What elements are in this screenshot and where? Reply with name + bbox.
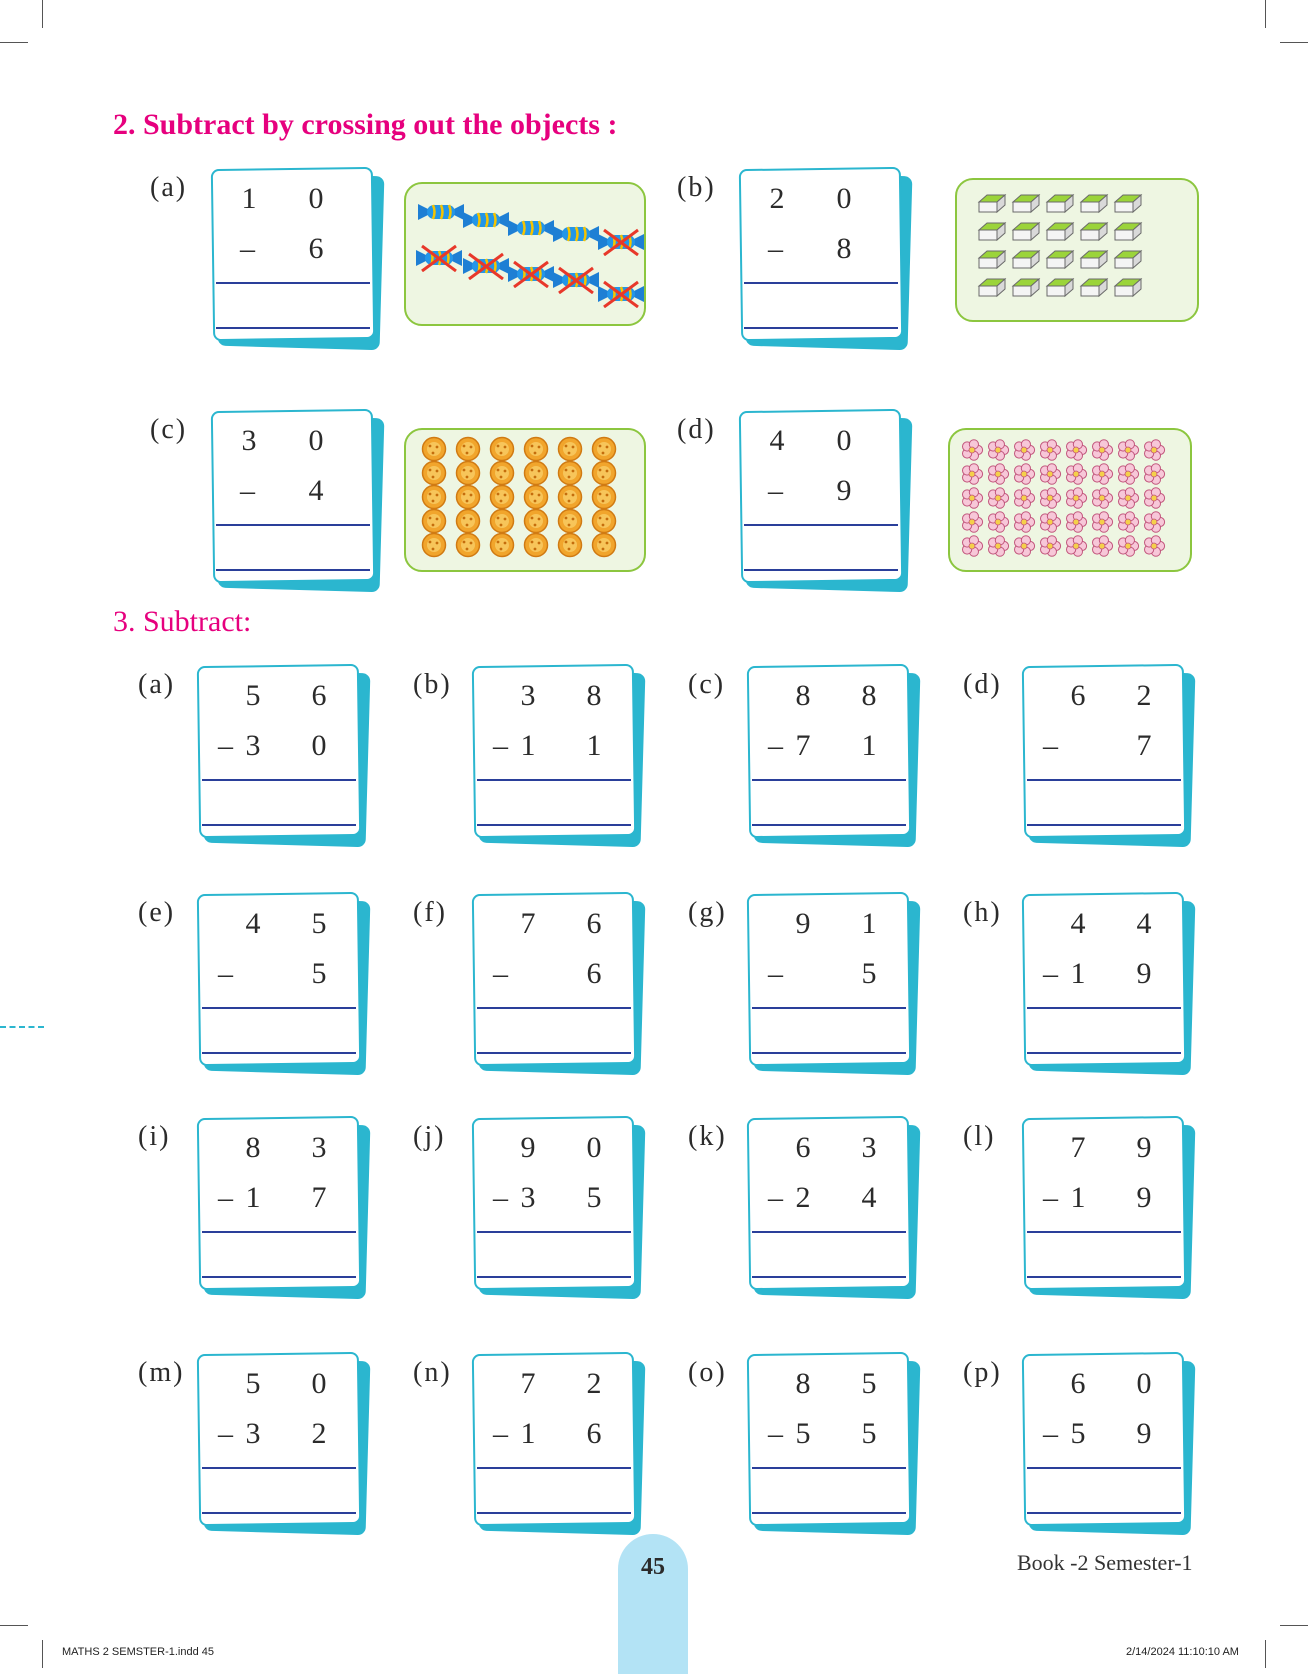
problem-label: (o) — [688, 1357, 727, 1388]
candy-icon — [461, 206, 511, 234]
biscuit-icon — [557, 436, 583, 462]
candy-icon — [414, 244, 464, 272]
flower-icon — [1090, 510, 1114, 534]
biscuit-icon — [455, 508, 481, 534]
tens-digit: 5 — [245, 1367, 261, 1400]
eraser-icon — [1113, 220, 1143, 242]
subtrahend-ones-digit: 7 — [311, 1181, 327, 1214]
flower-icon — [960, 534, 984, 558]
problem-label: (a) — [138, 669, 176, 700]
flower-icon — [1064, 486, 1088, 510]
flower-icon — [1038, 534, 1062, 558]
flower-icon — [986, 534, 1010, 558]
tens-digit: 9 — [795, 907, 811, 940]
ones-digit: 0 — [308, 182, 324, 215]
problem-label: (d) — [677, 414, 716, 445]
picture-box-2 — [955, 178, 1199, 322]
biscuit-icon — [591, 460, 617, 486]
answer-rule — [752, 1276, 906, 1278]
eraser-icon — [1045, 248, 1075, 270]
problem-label: (m) — [138, 1357, 185, 1388]
subtraction-card — [473, 665, 635, 837]
biscuit-icon — [591, 436, 617, 462]
eraser-icon — [1113, 248, 1143, 270]
minus-sign: – — [240, 232, 255, 265]
candy-icon — [506, 214, 556, 242]
problem-label: (g) — [688, 897, 727, 928]
flower-icon — [960, 438, 984, 462]
biscuit-icon — [523, 532, 549, 558]
biscuit-icon — [523, 484, 549, 510]
biscuit-icon — [489, 532, 515, 558]
problem-label: (c) — [150, 414, 188, 445]
biscuit-icon — [421, 532, 447, 558]
answer-rule — [216, 569, 370, 571]
crop-mark — [0, 42, 28, 43]
eraser-icon — [1113, 276, 1143, 298]
tens-digit: 3 — [520, 679, 536, 712]
crop-mark — [42, 1640, 43, 1668]
answer-rule — [477, 1276, 631, 1278]
eraser-icon — [1113, 192, 1143, 214]
minus-sign: – — [1043, 1417, 1058, 1450]
biscuit-icon — [489, 508, 515, 534]
biscuit-icon — [455, 532, 481, 558]
tens-digit: 7 — [520, 907, 536, 940]
problem-label: (a) — [150, 172, 188, 203]
answer-rule — [1027, 1512, 1181, 1514]
answer-rule — [202, 1467, 356, 1469]
ones-digit: 3 — [861, 1131, 877, 1164]
biscuit-icon — [557, 532, 583, 558]
answer-rule — [752, 1007, 906, 1009]
tens-digit: 8 — [795, 1367, 811, 1400]
subtraction-card — [473, 893, 635, 1065]
subtraction-card — [748, 1353, 910, 1525]
minus-sign: – — [493, 957, 508, 990]
answer-rule — [477, 1052, 631, 1054]
eraser-icon — [1011, 248, 1041, 270]
tens-digit: 6 — [1070, 1367, 1086, 1400]
subtrahend-ones-digit: 5 — [861, 957, 877, 990]
subtrahend-ones-digit: 4 — [861, 1181, 877, 1214]
answer-rule — [216, 327, 370, 329]
timestamp: 2/14/2024 11:10:10 AM — [1126, 1646, 1239, 1658]
answer-rule — [752, 1052, 906, 1054]
eraser-icon — [977, 220, 1007, 242]
subtrahend-ones-digit: 7 — [1136, 729, 1152, 762]
ones-digit: 0 — [1136, 1367, 1152, 1400]
answer-rule — [477, 824, 631, 826]
problem-label: (f) — [413, 897, 447, 928]
minus-sign: – — [493, 1417, 508, 1450]
subtrahend-ones-digit: 9 — [1136, 957, 1152, 990]
problem-label: (e) — [138, 897, 176, 928]
biscuit-icon — [557, 508, 583, 534]
flower-icon — [1090, 486, 1114, 510]
answer-rule — [477, 1467, 631, 1469]
flower-icon — [1142, 438, 1166, 462]
ones-digit: 0 — [836, 182, 852, 215]
flower-icon — [986, 486, 1010, 510]
flower-icon — [1064, 534, 1088, 558]
biscuit-icon — [421, 460, 447, 486]
ones-digit: 0 — [311, 1367, 327, 1400]
candy-icon — [596, 228, 646, 256]
subtrahend-tens-digit: 5 — [795, 1417, 811, 1450]
eraser-icon — [977, 248, 1007, 270]
ones-digit: 0 — [308, 424, 324, 457]
problem-label: (j) — [413, 1121, 446, 1152]
biscuit-icon — [523, 460, 549, 486]
flower-icon — [1064, 462, 1088, 486]
biscuit-icon — [489, 460, 515, 486]
subtrahend-ones-digit: 9 — [836, 474, 852, 507]
crop-mark — [1265, 1640, 1266, 1668]
flower-icon — [1012, 438, 1036, 462]
flower-icon — [1142, 534, 1166, 558]
biscuit-icon — [421, 484, 447, 510]
problem-label: (l) — [963, 1121, 996, 1152]
answer-rule — [744, 569, 898, 571]
minus-sign: – — [768, 729, 783, 762]
tens-digit: 1 — [241, 182, 257, 215]
answer-rule — [477, 1007, 631, 1009]
picture-box-3 — [404, 428, 646, 572]
subtrahend-ones-digit: 6 — [308, 232, 324, 265]
flower-icon — [960, 462, 984, 486]
ones-digit: 9 — [1136, 1131, 1152, 1164]
problem-label: (p) — [963, 1357, 1002, 1388]
answer-rule — [1027, 1231, 1181, 1233]
minus-sign: – — [768, 474, 783, 507]
tens-digit: 8 — [795, 679, 811, 712]
answer-rule — [477, 1231, 631, 1233]
ones-digit: 8 — [586, 679, 602, 712]
answer-rule — [1027, 1052, 1181, 1054]
flower-icon — [1116, 510, 1140, 534]
subtrahend-ones-digit: 1 — [586, 729, 602, 762]
tens-digit: 3 — [241, 424, 257, 457]
biscuit-icon — [591, 484, 617, 510]
flower-icon — [1116, 438, 1140, 462]
tens-digit: 6 — [1070, 679, 1086, 712]
subtrahend-ones-digit: 2 — [311, 1417, 327, 1450]
tens-digit: 4 — [769, 424, 785, 457]
answer-rule — [1027, 1007, 1181, 1009]
subtraction-card — [198, 665, 360, 837]
minus-sign: – — [218, 957, 233, 990]
minus-sign: – — [493, 1181, 508, 1214]
flower-icon — [1038, 510, 1062, 534]
flower-icon — [1142, 462, 1166, 486]
ones-digit: 8 — [861, 679, 877, 712]
subtraction-card — [198, 893, 360, 1065]
answer-rule — [744, 282, 898, 284]
biscuit-icon — [421, 508, 447, 534]
eraser-icon — [1045, 220, 1075, 242]
answer-rule — [216, 282, 370, 284]
minus-sign: – — [218, 729, 233, 762]
answer-rule — [202, 1231, 356, 1233]
minus-sign: – — [218, 1181, 233, 1214]
flower-icon — [1142, 486, 1166, 510]
minus-sign: – — [493, 729, 508, 762]
candy-icon — [461, 252, 511, 280]
tens-digit: 7 — [1070, 1131, 1086, 1164]
flower-icon — [1012, 534, 1036, 558]
flower-icon — [1038, 462, 1062, 486]
minus-sign: – — [768, 1181, 783, 1214]
answer-rule — [752, 1231, 906, 1233]
subtrahend-ones-digit: 8 — [836, 232, 852, 265]
candy-icon — [551, 266, 601, 294]
subtraction-card — [198, 1353, 360, 1525]
minus-sign: – — [768, 232, 783, 265]
book-info: Book -2 Semester-1 — [1017, 1550, 1193, 1575]
eraser-icon — [1045, 192, 1075, 214]
subtraction-card — [740, 168, 902, 340]
problem-label: (i) — [138, 1121, 171, 1152]
problem-label: (h) — [963, 897, 1002, 928]
flower-icon — [960, 510, 984, 534]
ones-digit: 3 — [311, 1131, 327, 1164]
flower-icon — [986, 438, 1010, 462]
section-3-title: 3. Subtract: — [113, 605, 252, 638]
answer-rule — [744, 524, 898, 526]
tens-digit: 4 — [1070, 907, 1086, 940]
eraser-icon — [1079, 220, 1109, 242]
biscuit-icon — [557, 484, 583, 510]
flower-icon — [1064, 438, 1088, 462]
subtraction-card — [1023, 893, 1185, 1065]
subtrahend-ones-digit: 6 — [586, 957, 602, 990]
crop-mark — [0, 1625, 28, 1626]
section-2-title: 2. Subtract by crossing out the objects : — [113, 108, 618, 141]
minus-sign: – — [768, 957, 783, 990]
minus-sign: – — [768, 1417, 783, 1450]
candy-icon — [596, 280, 646, 308]
candy-icon — [551, 220, 601, 248]
flower-icon — [1090, 462, 1114, 486]
subtrahend-ones-digit: 4 — [308, 474, 324, 507]
answer-rule — [477, 779, 631, 781]
answer-rule — [1027, 1276, 1181, 1278]
tens-digit: 7 — [520, 1367, 536, 1400]
margin-guide — [0, 1026, 44, 1028]
flower-icon — [1116, 486, 1140, 510]
problem-label: (b) — [677, 172, 716, 203]
flower-icon — [1090, 534, 1114, 558]
subtrahend-tens-digit: 1 — [1070, 957, 1086, 990]
subtraction-card — [473, 1117, 635, 1289]
subtraction-card — [1023, 1117, 1185, 1289]
answer-rule — [202, 1276, 356, 1278]
flower-icon — [1038, 486, 1062, 510]
biscuit-icon — [455, 460, 481, 486]
flower-icon — [1064, 510, 1088, 534]
tens-digit: 2 — [769, 182, 785, 215]
minus-sign: – — [1043, 729, 1058, 762]
tens-digit: 4 — [245, 907, 261, 940]
eraser-icon — [1011, 220, 1041, 242]
minus-sign: – — [1043, 1181, 1058, 1214]
biscuit-icon — [523, 436, 549, 462]
subtraction-card — [748, 1117, 910, 1289]
subtraction-card — [212, 410, 374, 582]
subtrahend-tens-digit: 5 — [1070, 1417, 1086, 1450]
answer-rule — [202, 1007, 356, 1009]
crop-mark — [42, 0, 43, 28]
eraser-icon — [1011, 192, 1041, 214]
subtraction-card — [1023, 1353, 1185, 1525]
tens-digit: 9 — [520, 1131, 536, 1164]
subtrahend-ones-digit: 9 — [1136, 1181, 1152, 1214]
biscuit-icon — [591, 508, 617, 534]
flower-icon — [1116, 534, 1140, 558]
flower-icon — [1090, 438, 1114, 462]
biscuit-icon — [455, 484, 481, 510]
eraser-icon — [1011, 276, 1041, 298]
page-number: 45 — [641, 1554, 665, 1580]
minus-sign: – — [218, 1417, 233, 1450]
minus-sign: – — [1043, 957, 1058, 990]
ones-digit: 5 — [311, 907, 327, 940]
flower-icon — [1012, 462, 1036, 486]
eraser-icon — [1079, 248, 1109, 270]
problem-label: (n) — [413, 1357, 452, 1388]
flower-icon — [1038, 438, 1062, 462]
subtrahend-ones-digit: 0 — [311, 729, 327, 762]
page-number-tab — [618, 1534, 688, 1674]
subtrahend-tens-digit: 1 — [520, 729, 536, 762]
answer-rule — [752, 824, 906, 826]
picture-box-4 — [948, 428, 1192, 572]
tens-digit: 5 — [245, 679, 261, 712]
problem-label: (d) — [963, 669, 1002, 700]
subtrahend-ones-digit: 9 — [1136, 1417, 1152, 1450]
picture-box-1 — [404, 182, 646, 326]
ones-digit: 2 — [1136, 679, 1152, 712]
answer-rule — [1027, 824, 1181, 826]
file-info: MATHS 2 SEMSTER-1.indd 45 — [62, 1646, 215, 1658]
flower-icon — [1012, 510, 1036, 534]
answer-rule — [202, 824, 356, 826]
biscuit-icon — [489, 484, 515, 510]
biscuit-icon — [455, 436, 481, 462]
tens-digit: 8 — [245, 1131, 261, 1164]
ones-digit: 1 — [861, 907, 877, 940]
flower-icon — [960, 486, 984, 510]
biscuit-icon — [523, 508, 549, 534]
subtrahend-tens-digit: 3 — [245, 1417, 261, 1450]
answer-rule — [1027, 779, 1181, 781]
subtrahend-ones-digit: 6 — [586, 1417, 602, 1450]
subtrahend-tens-digit: 1 — [520, 1417, 536, 1450]
biscuit-icon — [557, 460, 583, 486]
subtrahend-tens-digit: 3 — [520, 1181, 536, 1214]
candy-icon — [416, 198, 466, 226]
answer-rule — [202, 779, 356, 781]
subtrahend-tens-digit: 3 — [245, 729, 261, 762]
subtraction-card — [212, 168, 374, 340]
flower-icon — [1012, 486, 1036, 510]
subtraction-card — [198, 1117, 360, 1289]
answer-rule — [744, 327, 898, 329]
subtrahend-tens-digit: 1 — [1070, 1181, 1086, 1214]
ones-digit: 4 — [1136, 907, 1152, 940]
subtraction-card — [740, 410, 902, 582]
tens-digit: 6 — [795, 1131, 811, 1164]
biscuit-icon — [421, 436, 447, 462]
crop-mark — [1280, 1625, 1308, 1626]
ones-digit: 0 — [836, 424, 852, 457]
subtraction-card — [748, 893, 910, 1065]
problem-label: (k) — [688, 1121, 727, 1152]
answer-rule — [202, 1052, 356, 1054]
answer-rule — [216, 524, 370, 526]
ones-digit: 6 — [311, 679, 327, 712]
subtraction-card — [748, 665, 910, 837]
subtrahend-ones-digit: 5 — [586, 1181, 602, 1214]
ones-digit: 0 — [586, 1131, 602, 1164]
subtraction-card — [473, 1353, 635, 1525]
answer-rule — [477, 1512, 631, 1514]
subtrahend-tens-digit: 2 — [795, 1181, 811, 1214]
answer-rule — [752, 1512, 906, 1514]
flower-icon — [986, 510, 1010, 534]
ones-digit: 2 — [586, 1367, 602, 1400]
candy-icon — [506, 260, 556, 288]
minus-sign: – — [240, 474, 255, 507]
problem-label: (b) — [413, 669, 452, 700]
ones-digit: 5 — [861, 1367, 877, 1400]
subtrahend-tens-digit: 1 — [245, 1181, 261, 1214]
subtrahend-ones-digit: 5 — [861, 1417, 877, 1450]
subtrahend-tens-digit: 7 — [795, 729, 811, 762]
crop-mark — [1265, 0, 1266, 28]
answer-rule — [202, 1512, 356, 1514]
subtrahend-ones-digit: 1 — [861, 729, 877, 762]
subtrahend-ones-digit: 5 — [311, 957, 327, 990]
answer-rule — [752, 1467, 906, 1469]
flower-icon — [1142, 510, 1166, 534]
answer-rule — [1027, 1467, 1181, 1469]
biscuit-icon — [591, 532, 617, 558]
problem-label: (c) — [688, 669, 726, 700]
ones-digit: 6 — [586, 907, 602, 940]
eraser-icon — [1079, 276, 1109, 298]
flower-icon — [1116, 462, 1140, 486]
eraser-icon — [1079, 192, 1109, 214]
answer-rule — [752, 779, 906, 781]
flower-icon — [986, 462, 1010, 486]
biscuit-icon — [489, 436, 515, 462]
subtraction-card — [1023, 665, 1185, 837]
eraser-icon — [977, 276, 1007, 298]
eraser-icon — [977, 192, 1007, 214]
crop-mark — [1280, 42, 1308, 43]
eraser-icon — [1045, 276, 1075, 298]
